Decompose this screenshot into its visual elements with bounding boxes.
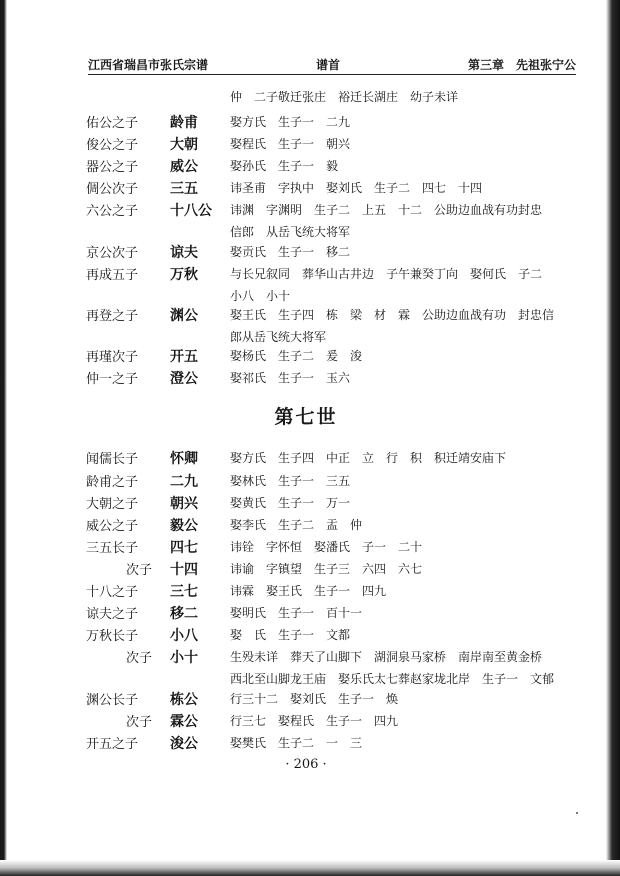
header-book-title: 江西省瑞昌市张氏宗谱 xyxy=(88,58,209,72)
genealogy-entry xyxy=(8,687,604,709)
entry-description-cont: 信郎 从岳飞统大将军 xyxy=(230,225,351,239)
relation-label: 开五之子 xyxy=(86,737,139,752)
person-name: 渊公 xyxy=(170,308,198,324)
genealogy-entry xyxy=(8,262,604,303)
genealogy-entry xyxy=(8,110,604,132)
genealogy-entry xyxy=(8,579,604,601)
running-header xyxy=(88,52,576,72)
genealogy-entry xyxy=(8,491,604,513)
entry-description: 娶李氏 生子二 盂 仲 xyxy=(230,518,363,532)
entry-description: 讳圣甫 字执中 娶刘氏 生子二 四七 十四 xyxy=(230,181,483,195)
relation-label: 次子 xyxy=(126,563,153,578)
relation-label: 闻儒长子 xyxy=(86,452,139,467)
relation-label: 大朝之子 xyxy=(86,497,139,512)
genealogy-entry xyxy=(8,709,604,731)
genealogy-entry xyxy=(8,344,604,366)
relation-label: 谅夫之子 xyxy=(86,607,139,622)
relation-label: 万秋长子 xyxy=(86,629,139,644)
entry-description: 行三十二 娶刘氏 生子一 焕 xyxy=(230,692,399,706)
genealogy-entry xyxy=(8,198,604,239)
relation-label: 六公之子 xyxy=(86,204,139,219)
entry-description: 娶黄氏 生子一 万一 xyxy=(230,496,351,510)
genealogy-entry xyxy=(8,303,604,344)
relation-label: 倜公次子 xyxy=(86,182,139,197)
person-name: 龄甫 xyxy=(170,115,198,131)
continued-text: 仲 二子敬迁张庄 裕迁长湖庄 幼子未详 xyxy=(230,90,459,104)
person-name: 开五 xyxy=(170,349,198,365)
person-name: 小十 xyxy=(170,650,198,666)
entry-description: 娶祁氏 生子一 玉六 xyxy=(230,371,351,385)
relation-label: 威公之子 xyxy=(86,519,139,534)
genealogy-entry xyxy=(8,446,604,468)
genealogy-entry xyxy=(8,469,604,491)
genealogy-entry xyxy=(8,557,604,579)
entry-description: 娶贡氏 生子一 移二 xyxy=(230,245,351,259)
header-chapter: 第三章 先祖张宁公 xyxy=(467,58,576,72)
person-name: 威公 xyxy=(170,159,198,175)
entry-description: 与长兄叙同 葬华山古井边 子午兼癸丁向 娶何氏 子二 xyxy=(230,267,543,281)
relation-label: 器公之子 xyxy=(86,160,139,175)
entry-description: 讳霖 娶王氏 生子一 四九 xyxy=(230,584,387,598)
relation-label: 三五长子 xyxy=(86,541,139,556)
entry-description: 娶方氏 生子一 二九 xyxy=(230,115,351,129)
person-name: 小八 xyxy=(170,628,198,644)
person-name: 二九 xyxy=(170,474,198,490)
relation-label: 佑公之子 xyxy=(86,116,139,131)
person-name: 移二 xyxy=(170,606,198,622)
entry-description-cont: 郎从岳飞统大将军 xyxy=(230,330,327,344)
person-name: 毅公 xyxy=(170,518,198,534)
scan-bottom-shadow xyxy=(0,860,620,876)
relation-label: 渊公长子 xyxy=(86,693,139,708)
relation-label: 龄甫之子 xyxy=(86,475,139,490)
header-rule xyxy=(88,74,576,75)
genealogy-entry xyxy=(8,623,604,645)
entry-description: 娶明氏 生子一 百十一 xyxy=(230,606,363,620)
person-name: 三七 xyxy=(170,584,198,600)
genealogy-entry xyxy=(8,154,604,176)
scan-speck xyxy=(576,812,578,814)
person-name: 朝兴 xyxy=(170,496,198,512)
entry-description: 娶樊氏 生子二 一 三 xyxy=(230,736,363,750)
genealogy-entry xyxy=(8,176,604,198)
entry-description: 讳铨 字怀恒 娶潘氏 子一 二十 xyxy=(230,540,423,554)
entry-description: 娶 氏 生子一 文都 xyxy=(230,628,351,642)
person-name: 三五 xyxy=(170,181,198,197)
relation-label: 次子 xyxy=(126,715,153,730)
entry-description: 娶林氏 生子一 三五 xyxy=(230,474,351,488)
relation-label: 再登之子 xyxy=(86,309,139,324)
genealogy-entry xyxy=(8,645,604,686)
header-section: 谱首 xyxy=(316,58,341,72)
entry-description: 娶杨氏 生子二 爰 浚 xyxy=(230,349,363,363)
person-name: 栋公 xyxy=(170,692,198,708)
genealogy-entry xyxy=(8,366,604,388)
person-name: 澄公 xyxy=(170,371,198,387)
person-name: 浚公 xyxy=(170,736,198,752)
genealogy-entry xyxy=(8,513,604,535)
person-name: 怀卿 xyxy=(170,451,198,467)
page-number: · 206 · xyxy=(285,757,327,772)
relation-label: 次子 xyxy=(126,651,153,666)
entry-description-cont: 小八 小十 xyxy=(230,289,291,303)
entry-description: 娶王氏 生子四 栋 梁 材 霖 公助边血战有功 封忠信 xyxy=(230,308,555,322)
entry-description-cont: 西北至山脚龙王庙 娶乐氏太七葬赵家垅北岸 生子一 文郁 xyxy=(230,672,555,686)
book-page xyxy=(8,0,604,858)
person-name: 霖公 xyxy=(170,714,198,730)
person-name: 十八公 xyxy=(170,203,212,219)
genealogy-entry xyxy=(8,240,604,262)
entry-description: 娶程氏 生子一 朝兴 xyxy=(230,137,351,151)
entry-description: 娶方氏 生子四 中正 立 行 积 积迁靖安庙下 xyxy=(230,451,507,465)
relation-label: 京公次子 xyxy=(86,246,139,261)
person-name: 万秋 xyxy=(170,267,198,283)
genealogy-entry xyxy=(8,731,604,753)
relation-label: 再成五子 xyxy=(86,268,139,283)
person-name: 四七 xyxy=(170,540,198,556)
entry-description: 娶孙氏 生子一 毅 xyxy=(230,159,339,173)
entry-description: 行三七 娶程氏 生子一 四九 xyxy=(230,714,399,728)
genealogy-entry xyxy=(8,132,604,154)
continued-entry xyxy=(8,86,604,108)
person-name: 谅夫 xyxy=(170,245,198,261)
genealogy-entry xyxy=(8,535,604,557)
person-name: 大朝 xyxy=(170,137,198,153)
relation-label: 再瑾次子 xyxy=(86,350,139,365)
generation-heading: 第七世 xyxy=(274,406,338,428)
relation-label: 十八之子 xyxy=(86,585,139,600)
relation-label: 俊公之子 xyxy=(86,138,139,153)
entry-description: 讳谕 字镇望 生子三 六四 六七 xyxy=(230,562,423,576)
relation-label: 仲一之子 xyxy=(86,372,139,387)
entry-description: 讳渊 字渊明 生子二 上五 十二 公助边血战有功封忠 xyxy=(230,203,543,217)
entry-description: 生殁未详 葬天了山脚下 湖洞泉马家桥 南岸南至黄金桥 xyxy=(230,650,543,664)
person-name: 十四 xyxy=(170,562,198,578)
genealogy-entry xyxy=(8,601,604,623)
